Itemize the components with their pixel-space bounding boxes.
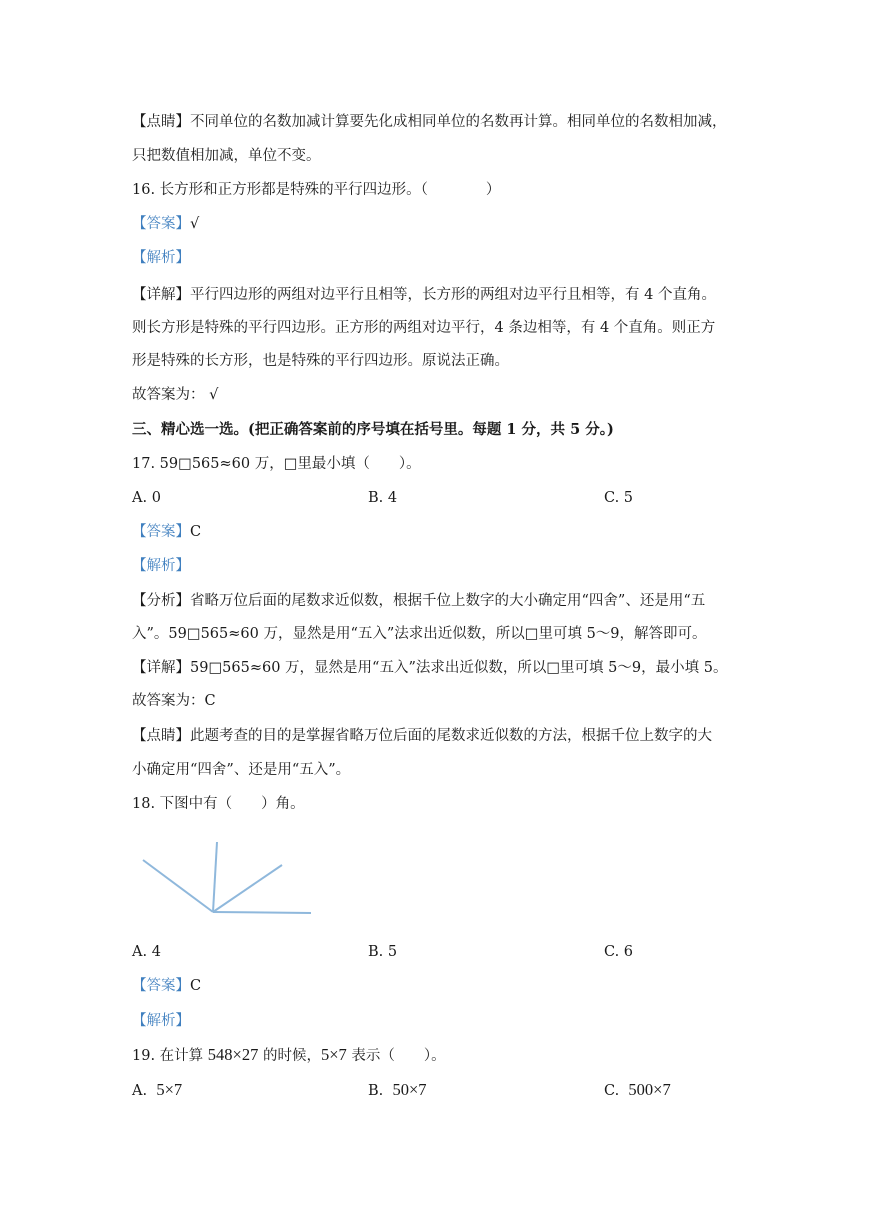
q17-answer (132, 522, 752, 542)
option-label: A. (132, 1083, 148, 1099)
ray-upper-right (213, 865, 282, 912)
option-expression: 50×7 (392, 1080, 427, 1099)
q19-question (132, 1045, 752, 1066)
q16-detail-line2: 则长方形是特殊的平行四边形。正方形的两组对边平行，4 条边相等，有 4 个直角。则正方 (132, 320, 716, 336)
q18-option-a: A. 4 (132, 944, 161, 960)
answer-tag: 【答案】 (132, 978, 190, 994)
answer-value: √ (190, 216, 200, 232)
q15-dianjing-line2: 只把数值相加减，单位不变。 (132, 148, 321, 164)
q17-detail-line1: 【详解】59□565≈60 万，显然是用“五入”法求出近似数，所以□里可填 5～9，最小填 5。 (132, 660, 728, 676)
option-label: C. (604, 1083, 620, 1099)
answer-value: C (190, 524, 202, 540)
q19-expression-1: 548×27 (207, 1045, 259, 1064)
answer-tag: 【答案】 (132, 524, 190, 540)
answer-tag: 【答案】 (132, 216, 190, 232)
q19-option-c (604, 1080, 671, 1101)
q17-analysis-tag: 【解析】 (132, 558, 190, 574)
q19-prefix: 19. 在计算 (132, 1048, 208, 1064)
q18-answer (132, 976, 752, 996)
q16-final-answer: 故答案为： √ (132, 387, 219, 403)
q17-fenxi-line2: 入”。59□565≈60 万，显然是用“五入”法求出近似数，所以□里可填 5～9，解答即可。 (132, 626, 707, 642)
section-3-title: 三、精心选一选。(把正确答案前的序号填在括号里。每题 1 分，共 5 分。) (132, 421, 614, 438)
option-label: B. (368, 1083, 384, 1099)
q17-option-b: B. 4 (368, 490, 398, 506)
q19-expression-2: 5×7 (320, 1045, 347, 1064)
answer-value: C (190, 978, 202, 994)
q17-dianjing-line2: 小确定用“四舍”、还是用“五入”。 (132, 762, 351, 778)
q15-dianjing-line1: 【点睛】不同单位的名数加减计算要先化成相同单位的名数再计算。相同单位的名数相加减， (132, 114, 727, 130)
q18-analysis-tag: 【解析】 (132, 1013, 190, 1029)
q17-question: 17. 59□565≈60 万，□里最小填（ ）。 (132, 456, 421, 472)
ray-left (143, 860, 213, 912)
q17-fenxi-line1: 【分析】省略万位后面的尾数求近似数，根据千位上数字的大小确定用“四舍”、还是用“五 (132, 593, 706, 609)
ray-up (213, 842, 217, 912)
q16-answer (132, 214, 752, 234)
ray-right (213, 912, 311, 913)
q16-detail-line1: 【详解】平行四边形的两组对边平行且相等，长方形的两组对边平行且相等，有 4 个直角。 (132, 287, 716, 303)
q17-option-a: A. 0 (132, 490, 161, 506)
q17-option-c: C. 5 (604, 490, 634, 506)
q19-option-b (368, 1080, 427, 1101)
option-expression: 5×7 (156, 1080, 183, 1099)
q17-final-answer: 故答案为：C (132, 693, 216, 709)
option-expression: 500×7 (628, 1080, 671, 1099)
q16-analysis-tag: 【解析】 (132, 250, 190, 266)
q17-dianjing-line1: 【点睛】此题考查的目的是掌握省略万位后面的尾数求近似数的方法，根据千位上数字的大 (132, 728, 712, 744)
angle-figure (140, 840, 320, 930)
q18-question: 18. 下图中有（ ）角。 (132, 796, 305, 812)
q19-option-a (132, 1080, 182, 1101)
q18-option-b: B. 5 (368, 944, 398, 960)
q18-option-c: C. 6 (604, 944, 634, 960)
q19-middle: 的时候， (258, 1048, 321, 1064)
q19-suffix: 表示（ ）。 (346, 1048, 446, 1064)
q16-detail-line3: 形是特殊的长方形，也是特殊的平行四边形。原说法正确。 (132, 353, 509, 369)
q16-question: 16. 长方形和正方形都是特殊的平行四边形。（ ） (132, 182, 501, 198)
